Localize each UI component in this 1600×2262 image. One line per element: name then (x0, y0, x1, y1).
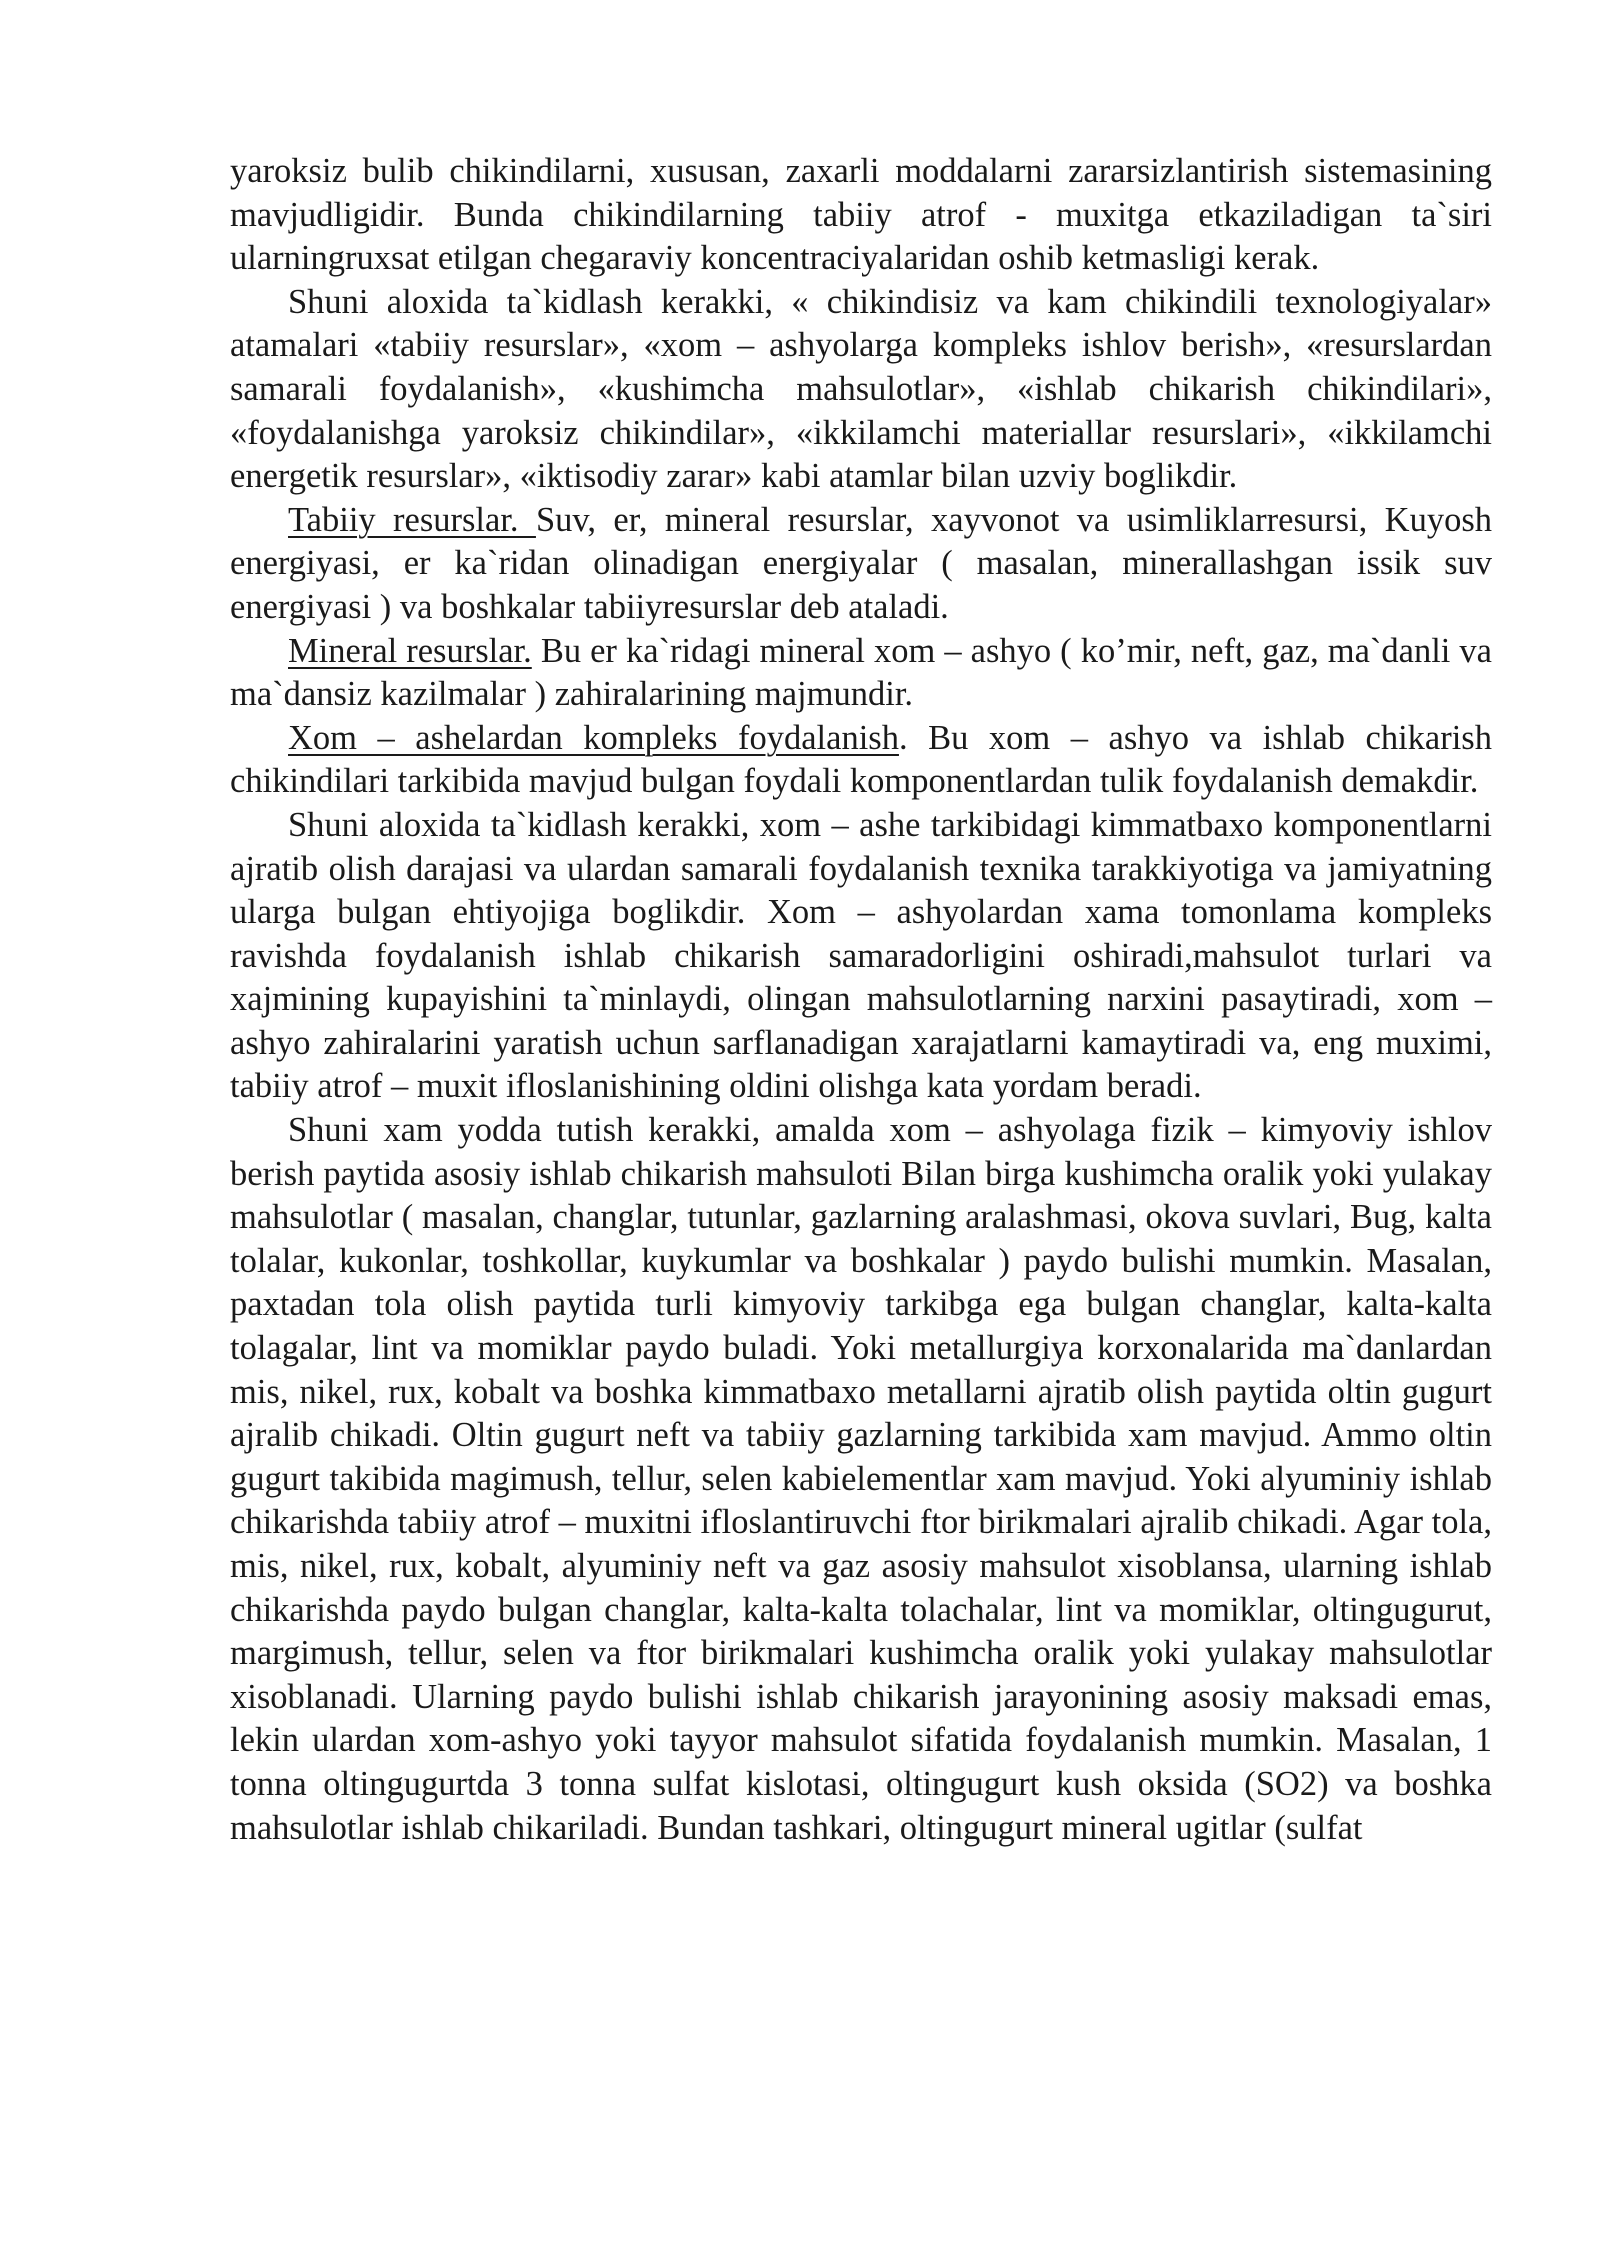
paragraph-text: Shuni aloxida ta`kidlash kerakki, « chikindisiz va kam chikindili texnologiyalar» atamalari «tabiiy resurslar», «xom – ashyolarga kompleks ishlov berish», «resurslardan samarali foydalanish», «kushimcha mahsulotlar», «ishlab chikarish chikindilari», «foydalanishga yaroksiz chikindilar», «ikkilamchi materiallar resurslari», «ikkilamchi energetik resurslar», «iktisodiy zarar» kabi atamlar bilan uzviy boglikdir. (230, 282, 1492, 496)
paragraph-kompleks-foydalanish (230, 717, 1492, 804)
paragraph-text: yaroksiz bulib chikindilarni, xususan, zaxarli moddalarni zararsizlantirish sistemasining mavjudligidir. Bunda chikindilarning tabiiy atrof - muxitga etkaziladigan ta`siri ularningruxsat etilgan chegaraviy koncentraciyalaridan oshib ketmasligi kerak. (230, 152, 1492, 278)
paragraph-chikindilarni-zararsizlantirish (230, 150, 1492, 281)
paragraph-text: Shuni xam yodda tutish kerakki, amalda xom – ashyolaga fizik – kimyoviy ishlov berish paytida asosiy ishlab chikarish mahsuloti Bilan birga kushimcha oralik yoki yulakay mahsulotlar ( masalan, changlar, tutunlar, gazlarning aralashmasi, okova suvlari, Bug, kalta tolalar, kukonlar, toshkollar, kuykumlar va boshkalar ) paydo bulishi mumkin. Masalan, paxtadan tola olish paytida turli kimyoviy tarkibga ega bulgan changlar, kalta-kalta tolagalar, lint va momiklar paydo buladi. Yoki metallurgiya korxonalarida ma`danlardan mis, nikel, rux, kobalt va boshka kimmatbaxo metallarni ajratib olish paytida oltin gugurt ajralib chikadi. Oltin gugurt neft va tabiiy gazlarning tarkibida xam mavjud. Ammo oltin gugurt takibida magimush, tellur, selen kabielementlar xam mavjud. Yoki alyuminiy ishlab chikarishda tabiiy atrof – muxitni ifloslantiruvchi ftor birikmalari ajralib chikadi. Agar tola, mis, nikel, rux, kobalt, alyuminiy neft va gaz asosiy mahsulot xisoblansa, ularning ishlab chikarishda paydo bulgan changlar, kalta-kalta tolachalar, lint va momiklar, oltingugurut, margimush, tellur, selen va ftor birikmalari kushimcha oralik yoki yulakay mahsulotlar xisoblanadi. Ularning paydo bulishi ishlab chikarish jarayonining asosiy maksadi emas, lekin ulardan xom-ashyo yoki tayyor mahsulot sifatida foydalanish mumkin. Masalan, 1 tonna oltingugurtda 3 tonna sulfat kislotasi, oltingugurt kush oksida (SO2) va boshka mahsulotlar ishlab chikariladi. Bundan tashkari, oltingugurt mineral ugitlar (sulfat (230, 1111, 1492, 1847)
paragraph-kimmatbaxo-komponentlar (230, 804, 1492, 1109)
paragraph-text: Suv, er, mineral resurslar, xayvonot va usimliklarresursi, Kuyosh energiyasi, er ka`ridan olinadigan energiyalar ( masalan, minerallashgan issik suv energiyasi ) va boshkalar tabiiyresurslar deb ataladi. (230, 500, 1492, 626)
paragraph-atamalar (230, 281, 1492, 499)
paragraph-text: Bu er ka`ridagi mineral xom – ashyo ( ko’mir, neft, gaz, ma`danli va ma`dansiz kazilmalar ) zahiralarining majmundir. (230, 631, 1492, 714)
paragraph-text: . Bu xom – ashyo va ishlab chikarish chikindilari tarkibida mavjud bulgan foydali komponentlardan tulik foydalanish demakdir. (230, 718, 1492, 801)
document-page (230, 150, 1492, 1850)
paragraph-mineral-resurslar (230, 630, 1492, 717)
term-mineral-resurslar: Mineral resurslar. (288, 631, 532, 670)
paragraph-text: Shuni aloxida ta`kidlash kerakki, xom – ashe tarkibidagi kimmatbaxo komponentlarni ajratib olish darajasi va ulardan samarali foydalanish texnika tarakkiyotiga va jamiyatning ularga bulgan ehtiyojiga boglikdir. Xom – ashyolardan xama tomonlama kompleks ravishda foydalanish ishlab chikarish samaradorligini oshiradi,mahsulot turlari va xajmining kupayishini ta`minlaydi, olingan mahsulotlarning narxini pasaytiradi, xom – ashyo zahiralarini yaratish uchun sarflanadigan xarajatlarni kamaytiradi va, eng muximi, tabiiy atrof – muxit ifloslanishining oldini olishga kata yordam beradi. (230, 805, 1492, 1106)
term-tabiiy-resurslar: Tabiiy resurslar. (288, 500, 536, 539)
paragraph-kushimcha-mahsulotlar (230, 1109, 1492, 1850)
paragraph-tabiiy-resurslar (230, 499, 1492, 630)
term-kompleks-foydalanish: Xom – ashelardan kompleks foydalanish (288, 718, 899, 757)
